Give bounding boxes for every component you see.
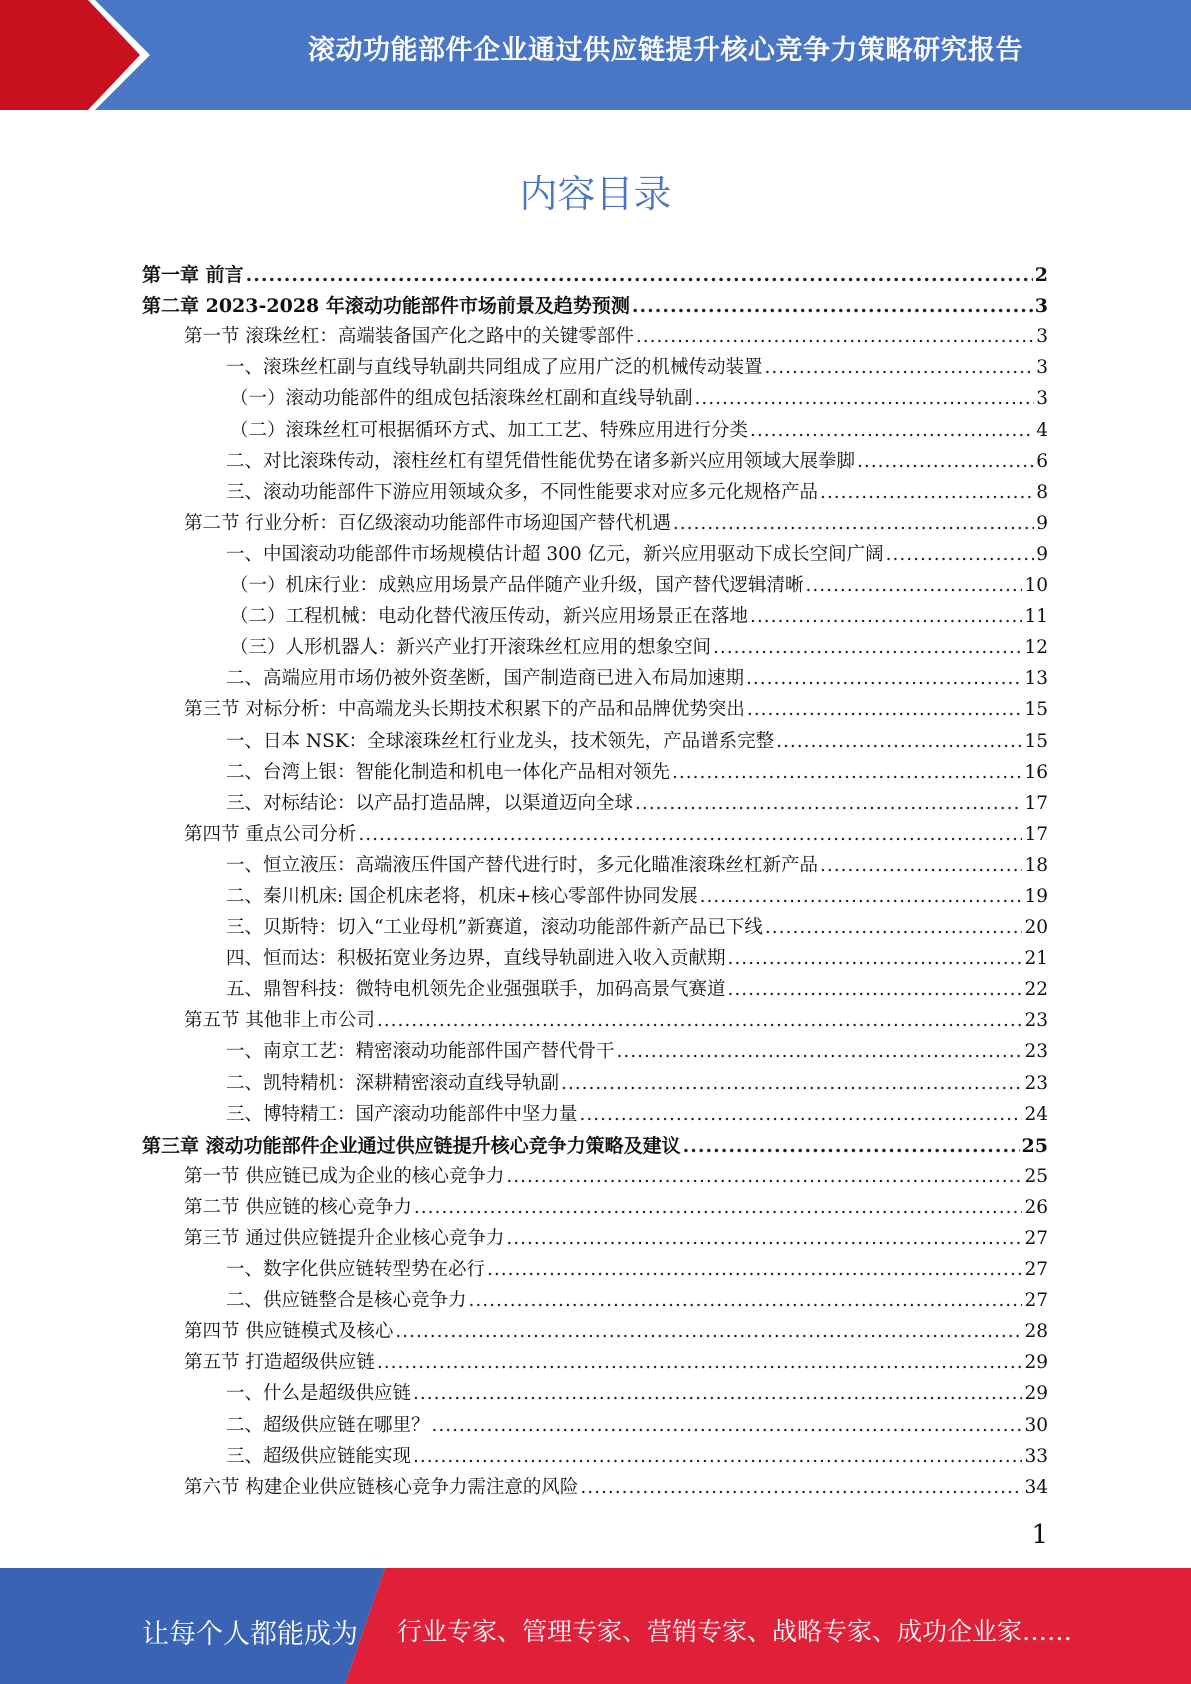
- toc-entry-title: 二、凯特精机：深耕精密滚动直线导轨副: [226, 1072, 560, 1094]
- toc-entry-title: （一）机床行业：成熟应用场景产品伴随产业升级，国产替代逻辑清晰: [230, 575, 804, 597]
- toc-entry-title: 第三节 通过供应链提升企业核心竞争力: [184, 1228, 505, 1249]
- toc-leader-dots: [728, 979, 1023, 1001]
- toc-entry-title: 三、贝斯特：切入“工业母机”新赛道，滚动功能部件新产品已下线: [226, 917, 763, 939]
- toc-entry-page: 10: [1024, 575, 1048, 597]
- toc-leader-dots: [635, 793, 1022, 815]
- toc-entry[interactable]: [142, 1032, 1048, 1063]
- toc-entry-title: 第五节 其他非上市公司: [184, 1010, 375, 1032]
- toc-entry[interactable]: [142, 970, 1048, 1001]
- toc-entry-title: 一、中国滚动功能部件市场规模估计超 300 亿元，新兴应用驱动下成长空间广阔: [226, 543, 884, 565]
- toc-entry-title: 一、数字化供应链转型势在必行: [226, 1259, 486, 1281]
- toc-entry[interactable]: [142, 628, 1048, 659]
- toc-entry-page: 27: [1024, 1259, 1048, 1281]
- toc-entry-page: 25: [1024, 1165, 1048, 1187]
- footer-slogan-left: 让每个人都能成为: [142, 1619, 358, 1650]
- table-of-contents: [142, 255, 1048, 1499]
- toc-entry[interactable]: [142, 815, 1048, 846]
- toc-entry-page: 33: [1024, 1445, 1048, 1467]
- toc-entry-title: 三、博特精工：国产滚动功能部件中坚力量: [226, 1103, 578, 1125]
- toc-entry[interactable]: [142, 721, 1048, 752]
- toc-leader-dots: [672, 762, 1022, 784]
- toc-entry-title: 一、日本 NSK：全球滚珠丝杠行业龙头，技术领先，产品谱系完整: [226, 730, 775, 752]
- toc-entry[interactable]: [142, 1343, 1048, 1374]
- toc-entry-title: （三）人形机器人：新兴产业打开滚珠丝杠应用的想象空间: [230, 637, 712, 659]
- toc-entry-title: 二、台湾上银：智能化制造和机电一体化产品相对领先: [226, 761, 671, 783]
- toc-entry[interactable]: [142, 1219, 1048, 1250]
- toc-entry[interactable]: [142, 846, 1048, 877]
- toc-entry-title: 一、什么是超级供应链: [226, 1383, 412, 1405]
- toc-leader-dots: [506, 1166, 1022, 1188]
- toc-entry-title: 三、超级供应链能实现: [226, 1445, 412, 1467]
- toc-entry[interactable]: [142, 504, 1048, 535]
- toc-entry-page: 34: [1024, 1476, 1048, 1498]
- toc-entry-page: 21: [1024, 948, 1048, 970]
- toc-entry[interactable]: [142, 1437, 1048, 1468]
- toc-entry-title: 一、恒立液压：高端液压件国产替代进行时，多元化瞄准滚珠丝杠新产品: [226, 854, 819, 876]
- toc-entry-title: 第一章 前言: [142, 264, 244, 287]
- toc-entry-title: 三、对标结论：以产品打造品牌，以渠道迈向全球: [226, 792, 634, 814]
- toc-heading: 内容目录: [519, 172, 672, 216]
- toc-entry-page: 3: [1036, 388, 1048, 410]
- toc-leader-dots: [695, 388, 1035, 410]
- toc-entry[interactable]: [142, 1001, 1048, 1032]
- toc-leader-dots: [750, 420, 1034, 442]
- toc-leader-dots: [713, 637, 1022, 659]
- toc-leader-dots: [580, 1477, 1022, 1499]
- toc-entry[interactable]: [142, 1188, 1048, 1219]
- toc-entry[interactable]: [142, 1405, 1048, 1436]
- toc-entry-title: 二、高端应用市场仍被外资垄断，国产制造商已进入布局加速期: [226, 668, 745, 690]
- toc-leader-dots: [246, 264, 1033, 286]
- toc-entry-page: 9: [1036, 512, 1048, 534]
- toc-entry-title: 第五节 打造超级供应链: [184, 1352, 375, 1374]
- toc-entry-title: 第三节 对标分析：中高端龙头长期技术积累下的产品和品牌优势突出: [184, 699, 745, 721]
- toc-leader-dots: [820, 482, 1034, 504]
- toc-leader-dots: [358, 824, 1022, 846]
- footer-slogan-right: 行业专家、管理专家、营销专家、战略专家、成功企业家……: [397, 1617, 1073, 1646]
- toc-leader-dots: [413, 1383, 1022, 1405]
- toc-entry-title: 第一节 供应链已成为企业的核心竞争力: [184, 1165, 505, 1187]
- toc-entry[interactable]: [142, 442, 1048, 473]
- toc-entry-title: 第六节 构建企业供应链核心竞争力需注意的风险: [184, 1476, 579, 1498]
- toc-entry-title: 三、滚动功能部件下游应用领域众多，不同性能要求对应多元化规格产品: [226, 481, 819, 503]
- toc-entry-title: 二、供应链整合是核心竞争力: [226, 1290, 467, 1312]
- toc-leader-dots: [747, 699, 1023, 721]
- toc-entry-page: 24: [1024, 1103, 1048, 1125]
- toc-entry-page: 29: [1024, 1352, 1048, 1374]
- toc-entry[interactable]: [142, 597, 1048, 628]
- toc-entry[interactable]: [142, 1095, 1048, 1126]
- toc-entry-page: 9: [1036, 543, 1048, 565]
- toc-entry-page: 12: [1024, 637, 1048, 659]
- toc-entry-title: （二）工程机械：电动化替代液压传动，新兴应用场景正在落地: [230, 606, 749, 628]
- toc-entry-page: 15: [1024, 699, 1048, 721]
- toc-entry-page: 27: [1024, 1290, 1048, 1312]
- toc-entry-title: 第二章 2023-2028 年滚动功能部件市场前景及趋势预测: [142, 295, 630, 318]
- toc-entry[interactable]: [142, 1250, 1048, 1281]
- toc-entry[interactable]: [142, 690, 1048, 721]
- toc-leader-dots: [561, 1073, 1022, 1095]
- toc-entry-title: 二、秦川机床: 国企机床老将，机床+核心零部件协同发展: [226, 885, 698, 907]
- toc-entry-page: 17: [1024, 823, 1048, 845]
- toc-entry[interactable]: [142, 908, 1048, 939]
- toc-entry[interactable]: [142, 379, 1048, 410]
- toc-entry[interactable]: [142, 1063, 1048, 1094]
- toc-leader-dots: [395, 1321, 1022, 1343]
- toc-entry[interactable]: [142, 877, 1048, 908]
- toc-entry[interactable]: [142, 784, 1048, 815]
- toc-entry[interactable]: [142, 1126, 1048, 1157]
- toc-entry-page: 17: [1024, 792, 1048, 814]
- toc-entry[interactable]: [142, 348, 1048, 379]
- toc-entry[interactable]: [142, 1312, 1048, 1343]
- toc-leader-dots: [683, 1135, 1020, 1157]
- toc-entry-page: 29: [1024, 1383, 1048, 1405]
- toc-entry-title: 一、南京工艺：精密滚动功能部件国产替代骨干: [226, 1041, 615, 1063]
- toc-leader-dots: [632, 295, 1033, 317]
- toc-entry-title: 二、对比滚珠传动，滚柱丝杠有望凭借性能优势在诸多新兴应用领域大展拳脚: [226, 450, 856, 472]
- toc-entry-title: （二）滚珠丝杠可根据循环方式、加工工艺、特殊应用进行分类: [230, 419, 749, 441]
- toc-leader-dots: [857, 451, 1034, 473]
- toc-entry[interactable]: [142, 1281, 1048, 1312]
- toc-entry-page: 22: [1024, 979, 1048, 1001]
- report-title: 滚动功能部件企业通过供应链提升核心竞争力策略研究报告: [308, 35, 1023, 66]
- toc-entry-page: 3: [1036, 357, 1048, 379]
- toc-leader-dots: [765, 917, 1023, 939]
- red-chevron-logo: [0, 0, 160, 110]
- toc-entry-page: 30: [1024, 1414, 1048, 1436]
- toc-entry[interactable]: [142, 939, 1048, 970]
- toc-entry-page: 23: [1024, 1041, 1048, 1063]
- toc-leader-dots: [413, 1446, 1022, 1468]
- toc-entry-title: 第四节 重点公司分析: [184, 823, 357, 845]
- toc-entry[interactable]: [142, 1468, 1048, 1499]
- toc-leader-dots: [728, 948, 1023, 970]
- toc-entry-page: 16: [1024, 761, 1048, 783]
- toc-entry[interactable]: [142, 1374, 1048, 1405]
- header-band: [0, 0, 1191, 110]
- toc-leader-dots: [432, 1415, 1023, 1437]
- toc-leader-dots: [506, 1228, 1022, 1250]
- toc-leader-dots: [746, 668, 1022, 690]
- toc-entry-page: 25: [1021, 1134, 1048, 1157]
- toc-entry-page: 26: [1024, 1196, 1048, 1218]
- toc-entry-page: 19: [1024, 885, 1048, 907]
- toc-entry-title: 第四节 供应链模式及核心: [184, 1321, 394, 1343]
- toc-leader-dots: [377, 1352, 1023, 1374]
- toc-entry-title: 第二节 供应链的核心竞争力: [184, 1196, 412, 1218]
- toc-leader-dots: [580, 1104, 1023, 1126]
- toc-entry[interactable]: [142, 1157, 1048, 1188]
- toc-leader-dots: [806, 575, 1023, 597]
- toc-entry-title: 二、超级供应链在哪里？: [226, 1414, 430, 1436]
- toc-leader-dots: [886, 544, 1035, 566]
- toc-entry-page: 18: [1024, 854, 1048, 876]
- toc-entry-page: 13: [1024, 668, 1048, 690]
- toc-entry-page: 8: [1036, 481, 1048, 503]
- toc-entry-page: 4: [1036, 419, 1048, 441]
- toc-leader-dots: [776, 731, 1022, 753]
- toc-entry[interactable]: [142, 473, 1048, 504]
- toc-entry[interactable]: [142, 566, 1048, 597]
- toc-leader-dots: [750, 606, 1022, 628]
- toc-leader-dots: [700, 886, 1023, 908]
- footer-band: [0, 1568, 1191, 1684]
- toc-leader-dots: [414, 1197, 1023, 1219]
- toc-leader-dots: [636, 326, 1034, 348]
- toc-entry-title: 四、恒而达：积极拓宽业务边界，直线导轨副进入收入贡献期: [226, 948, 726, 970]
- toc-entry-page: 6: [1036, 450, 1048, 472]
- toc-leader-dots: [377, 1010, 1023, 1032]
- toc-entry-title: 五、鼎智科技：微特电机领先企业强强联手，加码高景气赛道: [226, 979, 726, 1001]
- toc-entry[interactable]: [142, 286, 1048, 317]
- toc-entry-title: 一、滚珠丝杠副与直线导轨副共同组成了应用广泛的机械传动装置: [226, 357, 763, 379]
- toc-leader-dots: [487, 1259, 1022, 1281]
- toc-leader-dots: [673, 513, 1034, 535]
- toc-entry[interactable]: [142, 410, 1048, 441]
- toc-leader-dots: [820, 855, 1022, 877]
- toc-entry-title: 第二节 行业分析：百亿级滚动功能部件市场迎国产替代机遇: [184, 512, 671, 534]
- toc-entry-page: 23: [1024, 1010, 1048, 1032]
- toc-entry[interactable]: [142, 659, 1048, 690]
- toc-leader-dots: [469, 1290, 1023, 1312]
- toc-entry-page: 20: [1024, 917, 1048, 939]
- toc-entry[interactable]: [142, 255, 1048, 286]
- toc-leader-dots: [617, 1041, 1023, 1063]
- toc-entry-title: 第一节 滚珠丝杠：高端装备国产化之路中的关键零部件: [184, 326, 634, 348]
- toc-entry-page: 11: [1024, 606, 1048, 628]
- toc-entry[interactable]: [142, 535, 1048, 566]
- toc-entry-page: 3: [1036, 326, 1048, 348]
- toc-entry[interactable]: [142, 753, 1048, 784]
- toc-entry-page: 3: [1034, 295, 1048, 318]
- toc-entry[interactable]: [142, 317, 1048, 348]
- toc-entry-page: 2: [1034, 264, 1048, 287]
- toc-entry-page: 15: [1024, 730, 1048, 752]
- toc-entry-page: 27: [1024, 1228, 1048, 1249]
- toc-leader-dots: [765, 357, 1035, 379]
- toc-entry-title: （一）滚动功能部件的组成包括滚珠丝杠副和直线导轨副: [230, 388, 693, 410]
- toc-entry-page: 23: [1024, 1072, 1048, 1094]
- toc-entry-title: 第三章 滚动功能部件企业通过供应链提升核心竞争力策略及建议: [142, 1134, 681, 1157]
- toc-entry-page: 28: [1024, 1321, 1048, 1343]
- page-number: 1: [1031, 1520, 1048, 1550]
